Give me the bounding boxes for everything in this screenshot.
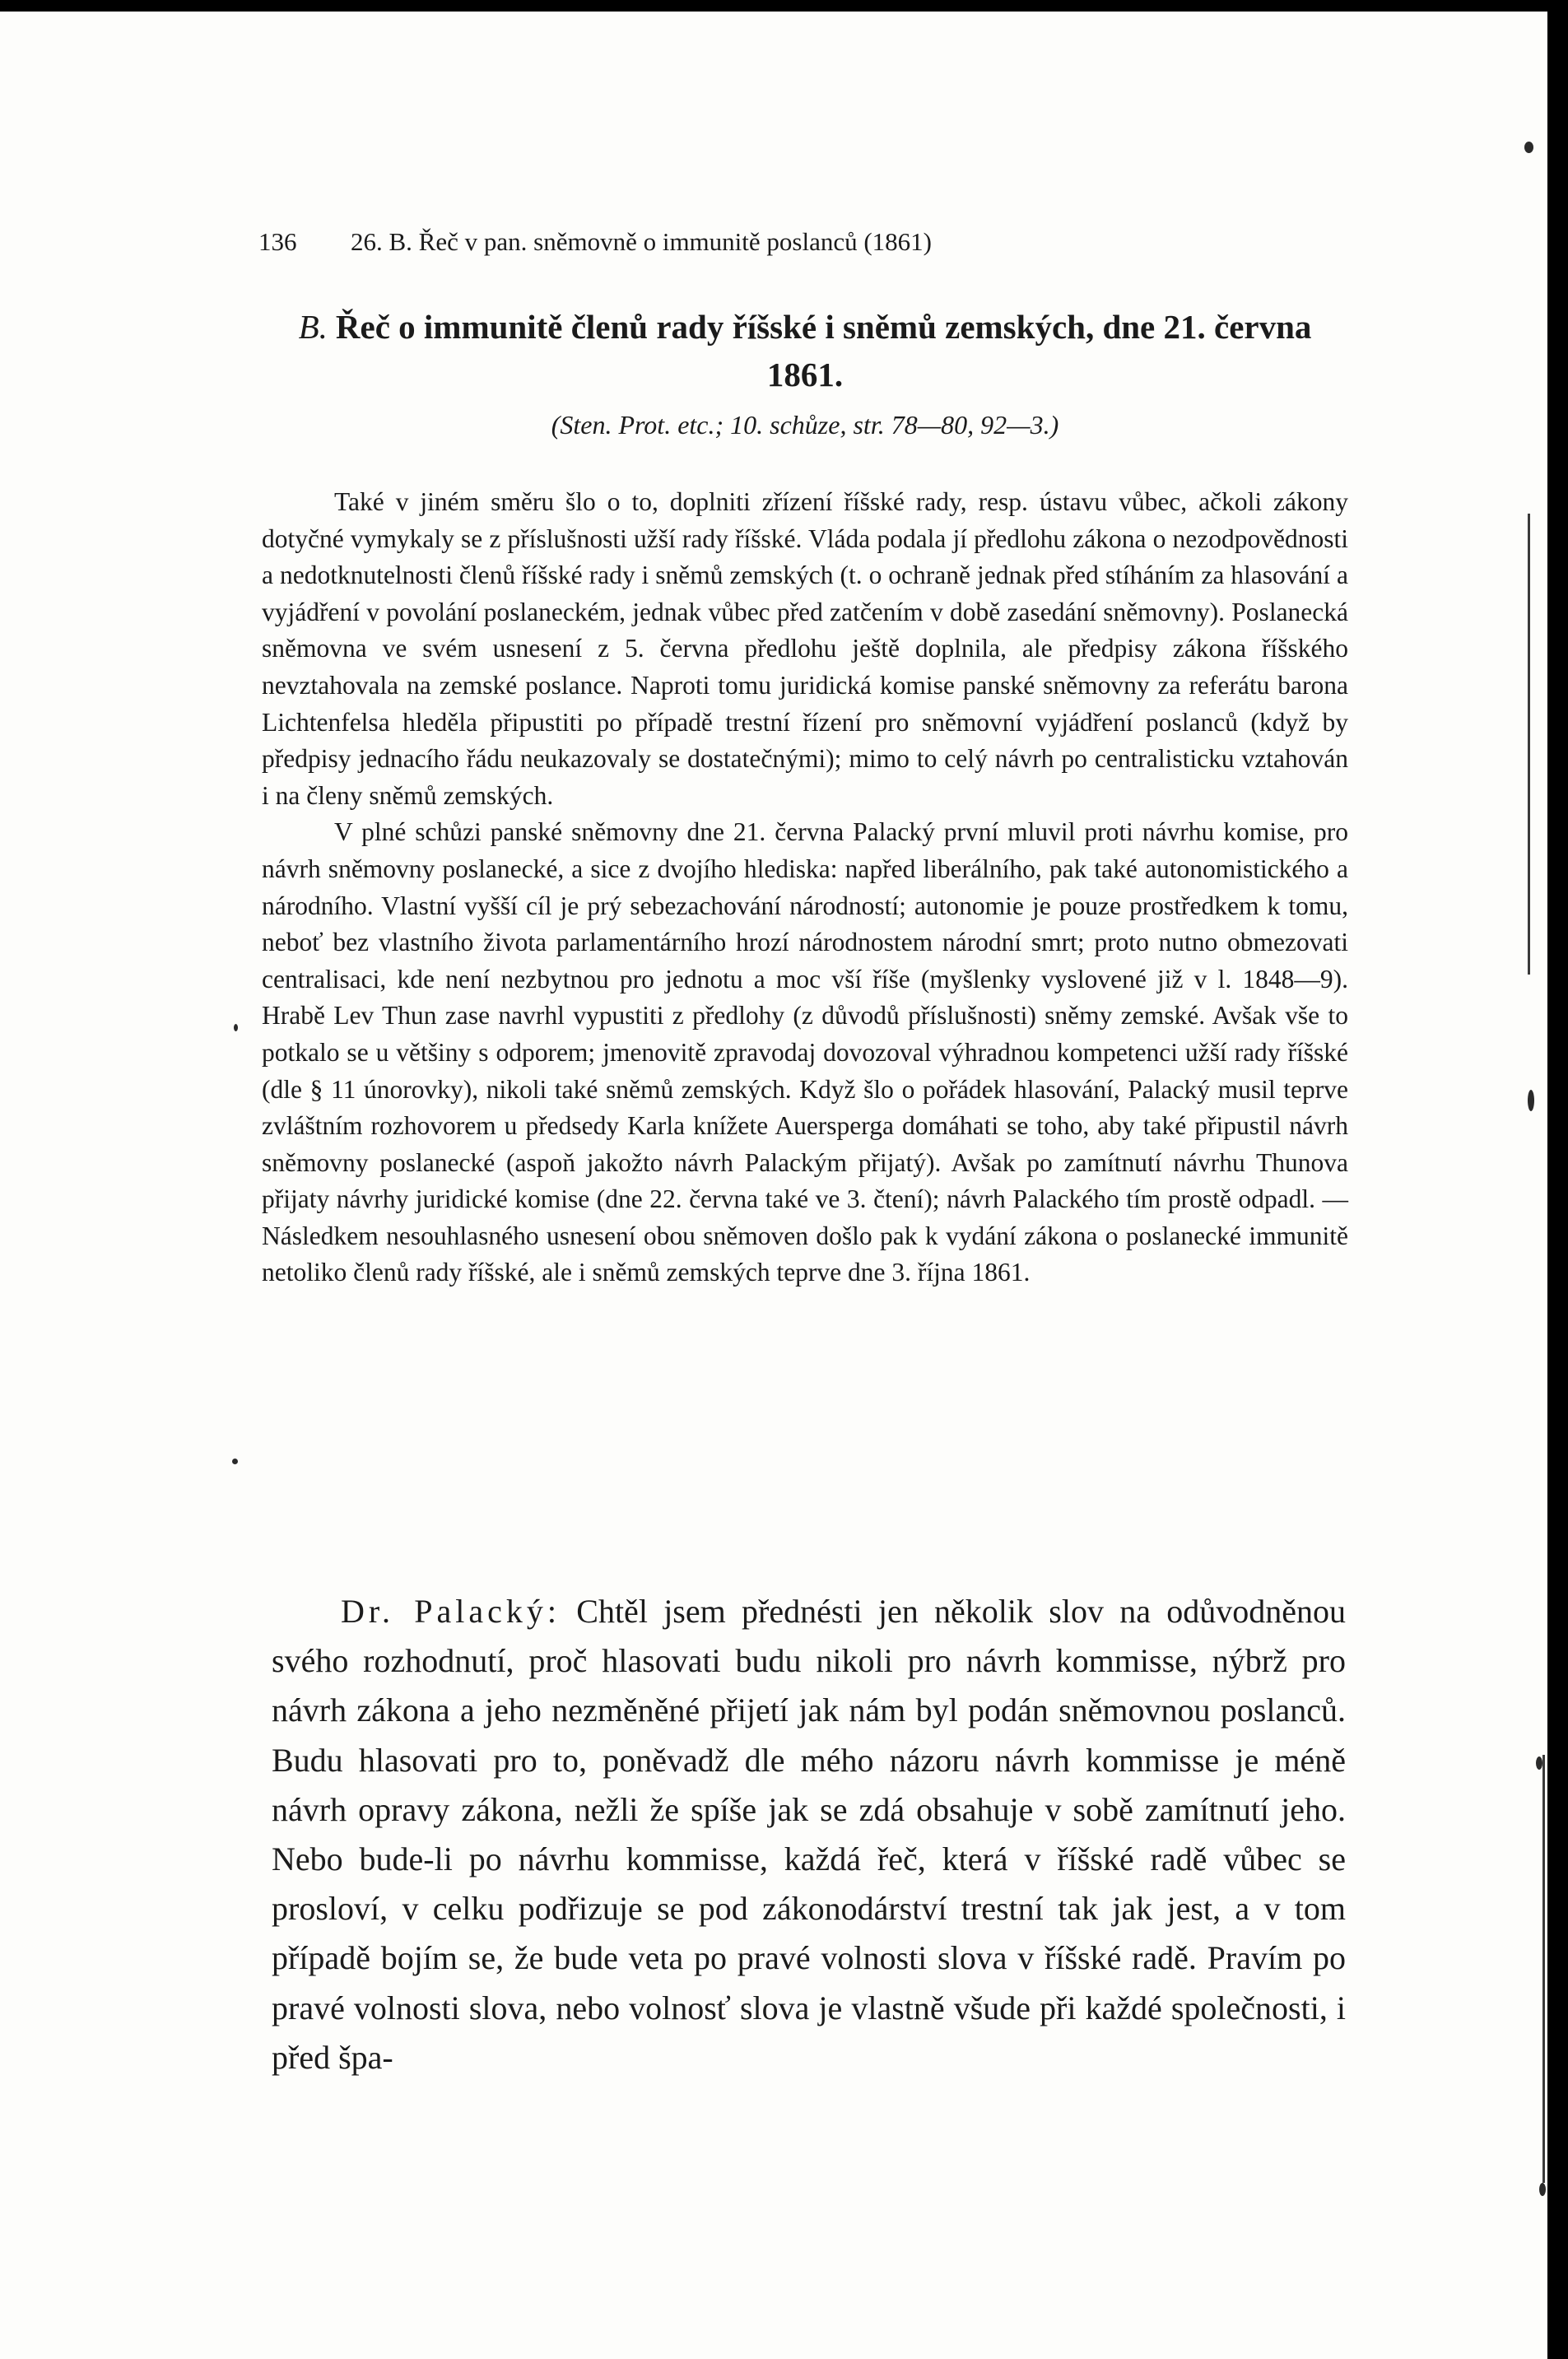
scan-margin-line-lower: [1542, 1755, 1545, 2183]
scan-speck: [1539, 2183, 1546, 2196]
section-title: [262, 303, 1348, 398]
book-page: [0, 12, 1547, 2359]
scan-margin-line-upper: [1528, 514, 1530, 975]
speech-text: Chtěl jsem přednésti jen několik slov na odůvodněnou svého rozhodnutí, proč hlasovati budu nikoli pro návrh kommisse, nýbrž pro návrh zákona a jeho nezměněné přijetí jak nám byl podán sněmovnou poslanců. Budu hlasovati pro to, poněvadž dle mého názoru návrh kommisse je méně návrh opravy zákona, nežli že spíše jak se zdá obsahuje v sobě zamítnutí jeho. Nebo bude-li po návrhu kommisse, každá řeč, která v říšské radě vůbec se prosloví, v celku podřizuje se pod zákonodárství trestní tak jak jest, a v tom případě bojím se, že bude veta po pravé volnosti slova v říšské radě. Pravím po pravé volnosti slova, nebo volnosť slova je vlastně všude při každé společnosti, i před špa-: [272, 1593, 1346, 2076]
introduction: [262, 484, 1348, 1291]
section-letter: B.: [298, 308, 328, 346]
running-head-title: 26. B. Řeč v pan. sněmovně o immunitě poslanců (1861): [351, 227, 932, 256]
speech-paragraph: [272, 1587, 1346, 2082]
speaker-name: Dr. Palacký:: [341, 1593, 561, 1630]
scan-speck: [232, 1459, 238, 1464]
scan-speck: [234, 1024, 238, 1031]
running-head: [258, 227, 1361, 257]
source-reference: (Sten. Prot. etc.; 10. schůze, str. 78—80, 92—3.): [551, 410, 1059, 440]
scan-speck: [1536, 1756, 1542, 1770]
scan-speck: [1528, 1090, 1534, 1111]
intro-paragraph-1: Také v jiném směru šlo o to, doplniti zřízení říšské rady, resp. ústavu vůbec, ačkoli zákony dotyčné vymykaly se z příslušnosti užší rady říšské. Vláda podala jí předlohu zákona o nezodpovědnosti a nedotknutelnosti členů říšské rady i sněmů zemských (t. o ochraně jednak před stíháním za hlasování a vyjádření v povolání poslaneckém, jednak vůbec před zatčením v době zasedání sněmovny). Poslanecká sněmovna ve svém usnesení z 5. června předlohu ještě doplnila, ale předpisy zákona říšského nevztahovala na zemské poslance. Naproti tomu juridická komise panské sněmovny za referátu barona Lichtenfelsa hleděla připustiti po případě trestní řízení pro sněmovní vyjádření poslanců (když by předpisy jednacího řádu neukazovaly se dostatečnými); mimo to celý návrh po centralisticku vztahován i na členy sněmů zemských.: [262, 487, 1348, 810]
scan-speck: [1524, 142, 1533, 153]
intro-paragraph-2: V plné schůzi panské sněmovny dne 21. června Palacký první mluvil proti návrhu komise, pro návrh sněmovny poslanecké, a sice z dvojího hlediska: napřed liberálního, pak také autonomistického a národního. Vlastní vyšší cíl je prý sebezachování národností; autonomie je pouze prostředkem k tomu, neboť bez vlastního života parlamentárního hrozí národnostem národní smrt; proto nutno obmezovati centralisaci, kde není nezbytnou pro jednotu a moc vší říše (myšlenky vyslovené již v l. 1848—9). Hrabě Lev Thun zase navrhl vypustiti z předlohy (z důvodů příslušnosti) sněmy zemské. Avšak vše to potkalo se u většiny s odporem; jmenovitě zpravodaj dovozoval výhradnou kompetenci užší rady říšské (dle § 11 únorovky), nikoli také sněmů zemských. Když šlo o pořádek hlasování, Palacký musil teprve zvláštním rozhovorem u předsedy Karla knížete Auersperga domáhati se toho, aby také připustil návrh sněmovny poslanecké (aspoň jakožto návrh Palackým přijatý). Avšak po zamítnutí návrhu Thunova přijaty návrhy juridické komise (dne 22. června také ve 3. čtení); návrh Palackého tím prostě odpadl. — Následkem nesouhlasného usnesení obou sněmoven došlo pak k vydání zákona o poslanecké immunitě netoliko členů rady říšské, ale i sněmů zemských teprve dne 3. října 1861.: [262, 817, 1348, 1287]
section-title-text: Řeč o immunitě členů rady říšské i sněmů zemských, dne 21. června 1861.: [335, 308, 1312, 393]
page-number: 136: [258, 227, 297, 256]
